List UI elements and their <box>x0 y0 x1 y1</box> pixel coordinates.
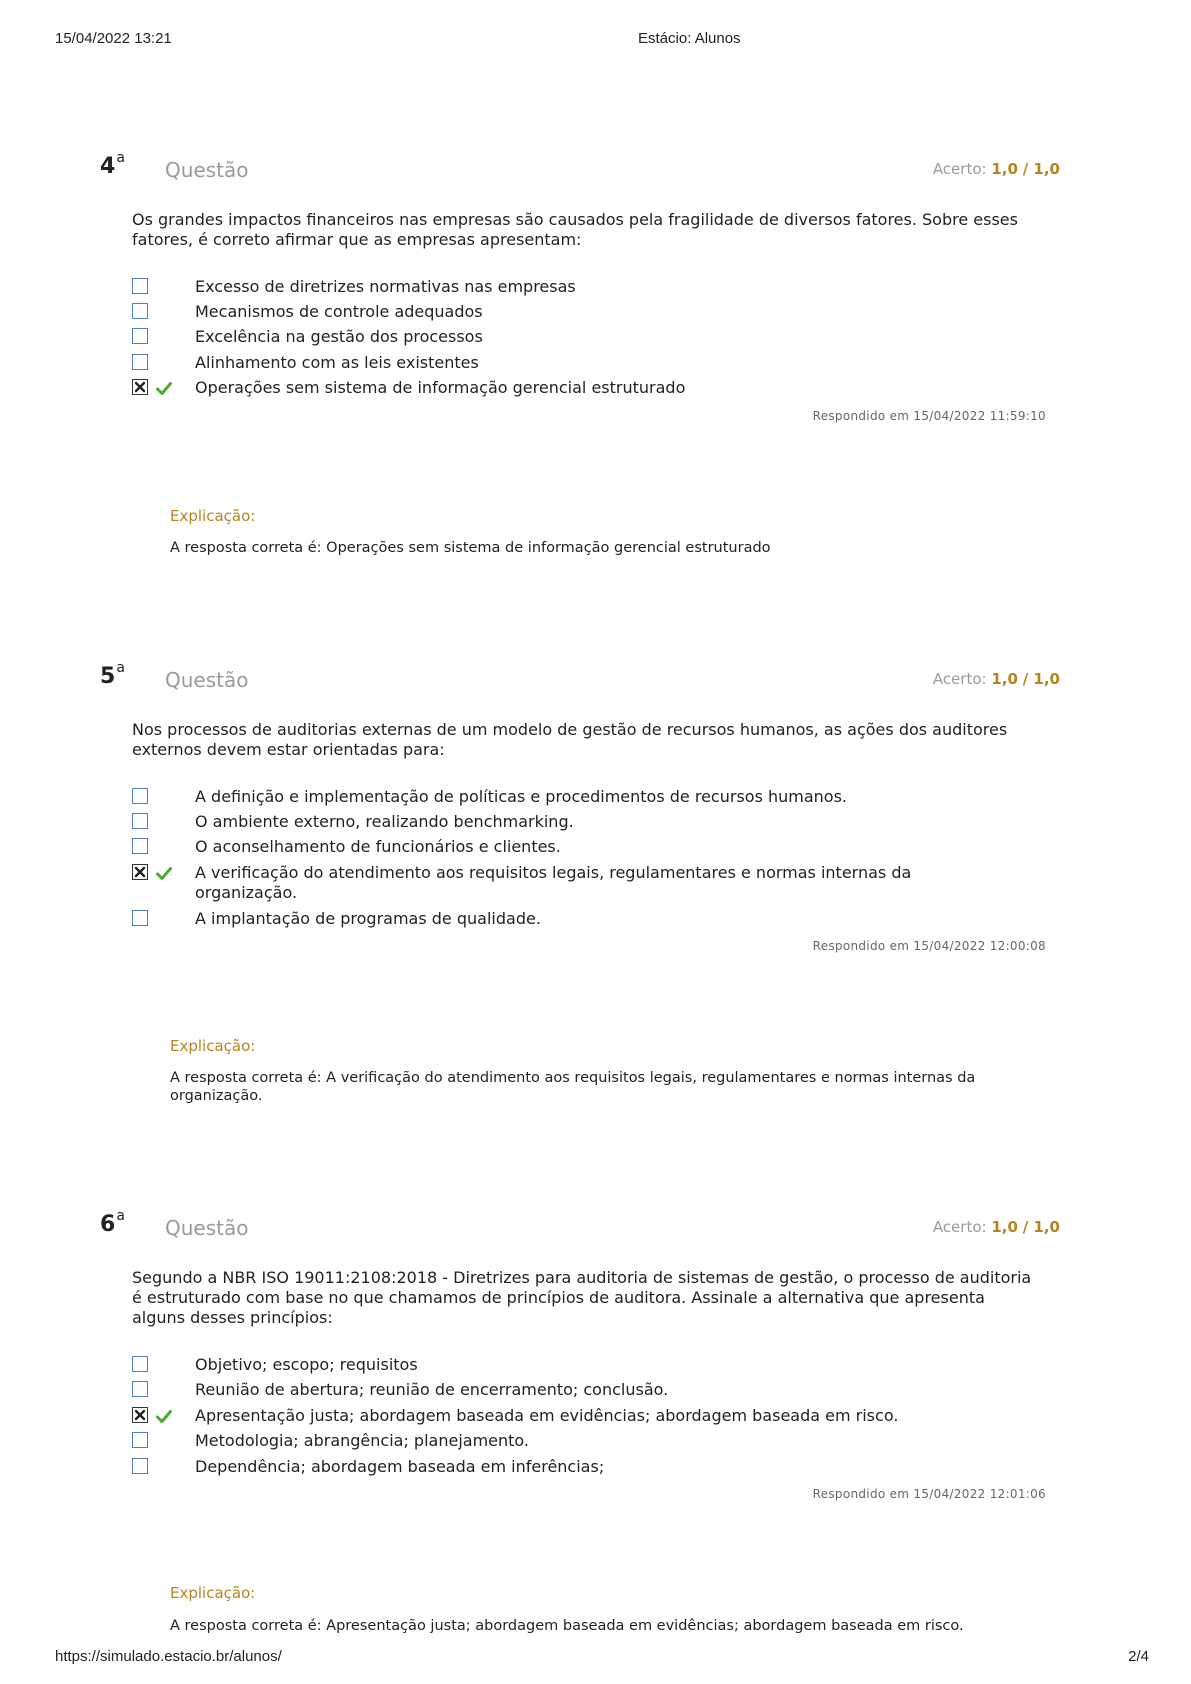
question-number: 5$^a$ <box>100 660 125 689</box>
explanation-text: A resposta correta é: Operações sem sistema de informação gerencial estruturado <box>170 540 771 556</box>
explanation-text: A resposta correta é: A verificação do atendimento aos requisitos legais, regulamentares e normas internas da organização. <box>170 1070 976 1104</box>
option-label: O ambiente externo, realizando benchmarking. <box>195 812 574 831</box>
checkbox-checked[interactable] <box>132 379 148 395</box>
checkbox[interactable] <box>132 303 148 319</box>
print-datetime: 15/04/2022 13:21 <box>55 30 172 47</box>
answered-timestamp: Respondido em 15/04/2022 11:59:10 <box>812 409 1046 423</box>
question-stem: Os grandes impactos financeiros nas empresas são causados pela fragilidade de diversos fatores. Sobre esses fatores, é correto afirmar que as empresas apresentam: <box>132 210 1018 249</box>
option-label: Operações sem sistema de informação gerencial estruturado <box>195 378 686 397</box>
explanation-label: Explicação: <box>170 507 256 525</box>
correct-check-icon <box>156 1410 172 1423</box>
correct-check-icon <box>156 867 172 880</box>
answered-timestamp: Respondido em 15/04/2022 12:01:06 <box>812 1487 1046 1501</box>
question-label: Questão <box>165 668 249 692</box>
option-label: A definição e implementação de políticas e procedimentos de recursos humanos. <box>195 787 848 806</box>
checkbox-checked[interactable] <box>132 1407 148 1423</box>
option-label: Dependência; abordagem baseada em inferências; <box>195 1457 605 1476</box>
footer-url[interactable]: https://simulado.estacio.br/alunos/ <box>55 1648 282 1665</box>
option-label: Alinhamento com as leis existentes <box>195 353 479 372</box>
checkbox[interactable] <box>132 838 148 854</box>
option-label: Excesso de diretrizes normativas nas empresas <box>195 277 576 296</box>
checkbox[interactable] <box>132 910 148 926</box>
checkbox[interactable] <box>132 328 148 344</box>
page-title: Estácio: Alunos <box>638 30 741 47</box>
option-label: Mecanismos de controle adequados <box>195 302 483 321</box>
answered-timestamp: Respondido em 15/04/2022 12:00:08 <box>812 939 1046 953</box>
checkbox[interactable] <box>132 788 148 804</box>
page-number: 2/4 <box>1128 1648 1149 1665</box>
score: Acerto: 1,0 / 1,0 <box>932 1218 1060 1236</box>
checkbox[interactable] <box>132 1381 148 1397</box>
question-number: 6$^a$ <box>100 1208 125 1237</box>
checkbox-checked[interactable] <box>132 864 148 880</box>
score: Acerto: 1,0 / 1,0 <box>932 160 1060 178</box>
checkbox[interactable] <box>132 278 148 294</box>
explanation-label: Explicação: <box>170 1037 256 1055</box>
score: Acerto: 1,0 / 1,0 <box>932 670 1060 688</box>
question-number: 4$^a$ <box>100 150 125 179</box>
option-label: Excelência na gestão dos processos <box>195 327 483 346</box>
option-label: A implantação de programas de qualidade. <box>195 909 541 928</box>
option-label: A verificação do atendimento aos requisitos legais, regulamentares e normas internas da organização. <box>195 863 912 902</box>
question-label: Questão <box>165 158 249 182</box>
question-label: Questão <box>165 1216 249 1240</box>
checkbox[interactable] <box>132 1458 148 1474</box>
option-label: Objetivo; escopo; requisitos <box>195 1355 418 1374</box>
checkbox[interactable] <box>132 1432 148 1448</box>
option-label: O aconselhamento de funcionários e clientes. <box>195 837 561 856</box>
correct-check-icon <box>156 382 172 395</box>
checkbox[interactable] <box>132 354 148 370</box>
option-label: Reunião de abertura; reunião de encerramento; conclusão. <box>195 1380 669 1399</box>
checkbox[interactable] <box>132 1356 148 1372</box>
question-stem: Nos processos de auditorias externas de um modelo de gestão de recursos humanos, as ações dos auditores externos devem estar orientadas para: <box>132 720 1008 759</box>
option-label: Metodologia; abrangência; planejamento. <box>195 1431 529 1450</box>
question-stem: Segundo a NBR ISO 19011:2108:2018 - Diretrizes para auditoria de sistemas de gestão, o processo de auditoria é estruturado com base no que chamamos de princípios de auditora. Assinale a alternativa que apresenta alguns desses princípios: <box>132 1268 1032 1327</box>
option-label: Apresentação justa; abordagem baseada em evidências; abordagem baseada em risco. <box>195 1406 899 1425</box>
checkbox[interactable] <box>132 813 148 829</box>
explanation-text: A resposta correta é: Apresentação justa; abordagem baseada em evidências; abordagem baseada em risco. <box>170 1618 964 1634</box>
explanation-label: Explicação: <box>170 1584 256 1602</box>
